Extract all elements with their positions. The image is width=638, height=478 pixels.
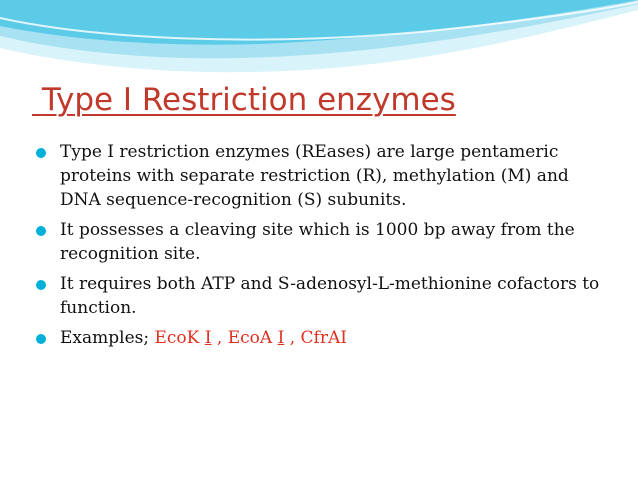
- bullet-text: Type I restriction enzymes (REases) are large pentameric proteins with separate restriction (R), methylation (M) and DNA sequence-recognition (S) subunits.: [60, 142, 569, 210]
- bullet-dot-icon: [36, 272, 60, 298]
- example-separator: ,: [216, 328, 223, 348]
- example-ecoa: EcoA I: [227, 328, 285, 348]
- bullet-list: [36, 140, 606, 358]
- bullet-text: It possesses a cleaving site which is 1000 bp away from the recognition site.: [60, 220, 575, 264]
- example-cfrai: CfrAI: [300, 328, 347, 348]
- bullet-dot-icon: [36, 218, 60, 244]
- bullet-item: [36, 140, 606, 212]
- example-separator: ,: [289, 328, 296, 348]
- examples-label: Examples;: [60, 328, 150, 348]
- header-wave-decoration: [0, 0, 638, 80]
- bullet-item: [36, 272, 606, 320]
- bullet-item: [36, 218, 606, 266]
- slide-title-text: Type I Restriction enzymes: [41, 82, 456, 118]
- bullet-item-examples: [36, 326, 606, 352]
- examples-text: [60, 326, 347, 350]
- bullet-dot-icon: [36, 140, 60, 166]
- example-ecok: EcoK I: [154, 328, 212, 348]
- bullet-dot-icon: [36, 326, 60, 352]
- slide-title: [32, 82, 456, 118]
- bullet-text: It requires both ATP and S-adenosyl-L-methionine cofactors to function.: [60, 274, 600, 318]
